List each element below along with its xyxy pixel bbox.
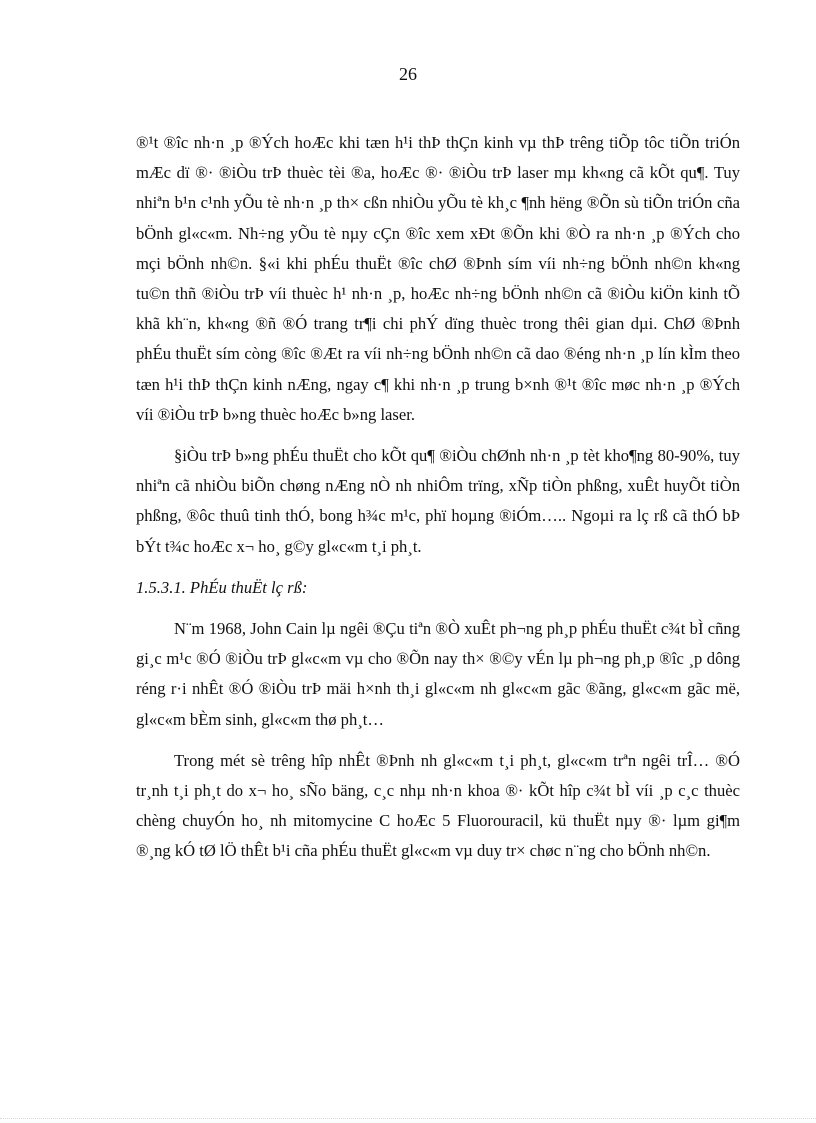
paragraph-surgery-indications: ®¹t ®îc nh·n ¸p ®Ých hoÆc khi tæn h¹i thÞ thÇn kinh vµ thÞ trêng tiÕp tôc tiÕn triÓn mÆc dï ®· ®iÒu trÞ thuèc tèi ®a, hoÆc ®· ®iÒu trÞ laser mµ kh«ng cã kÕt qu¶. Tuy nhiªn b¹n c¹nh yÕu tè nh·n ¸p th× cßn nhiÒu yÕu tè kh¸c ¶nh hëng ®Õn sù tiÕn triÓn cña bÖnh gl«c«m. Nh÷ng yÕu tè nµy cÇn ®îc xem xÐt ®Õn khi ®Ò ra nh·n ¸p ®Ých cho mçi bÖnh nh©n. §«i khi phÉu thuËt ®îc chØ ®Þnh sím víi nh÷ng bÖnh nh©n kh«ng tu©n thñ ®iÒu trÞ víi thuèc h¹ nh·n ¸p, hoÆc nh÷ng bÖnh nh©n cã ®iÒu kiÖn kinh tÕ khã kh¨n, kh«ng ®ñ ®Ó trang tr¶i chi phÝ dïng thuèc trong thêi gian dµi. ChØ ®Þnh phÉu thuËt sím còng ®îc ®Æt ra víi nh÷ng bÖnh nh©n cã dao ®éng nh·n ¸p lín kÌm theo tæn h¹i thÞ thÇn kinh nÆng, ngay c¶ khi nh·n ¸p trung b×nh ®¹t ®îc møc nh·n ¸p ®Ých víi ®iÒu trÞ b»ng thuèc hoÆc b»ng laser. <box>136 133 740 424</box>
page-bottom-border <box>0 1118 816 1119</box>
page-number: 26 <box>399 64 417 84</box>
paragraph-antimetabolites: Trong mét sè trêng hîp nhÊt ®Þnh nh gl«c«m t¸i ph¸t, gl«c«m trªn ngêi trÎ… ®Ó tr¸nh t¸i ph¸t do x¬ ho¸ sÑo bäng, c¸c nhµ nh·n khoa ®· kÕt hîp c¾t bÌ víi ¸p c¸c thuèc chèng chuyÓn ho¸ nh mitomycine C hoÆc 5 Fluorouracil, kü thuËt nµy ®· lµm gi¶m ®¸ng kÓ tØ lÖ thÊt b¹i cña phÉu thuËt gl«c«m vµ duy tr× chøc n¨ng cho bÖnh nh©n. <box>136 750 740 861</box>
paragraph-surgery-results: §iÒu trÞ b»ng phÉu thuËt cho kÕt qu¶ ®iÒu chØnh nh·n ¸p tèt kho¶ng 80-90%, tuy nhiªn cã nhiÒu biÕn chøng nÆng nÒ nh nhiÔm trïng, xÑp tiÒn phßng, xuÊt huyÕt tiÒn phßng, ®ôc thuû tinh thÓ, bong h¾c m¹c, phï hoµng ®iÓm….. Ngoµi ra lç rß cã thÓ bÞ bÝt t¾c hoÆc x¬ ho¸ g©y gl«c«m t¸i ph¸t. <box>136 446 740 556</box>
body-text <box>136 128 740 878</box>
section-heading: 1.5.3.1. PhÉu thuËt lç rß: <box>136 577 308 597</box>
paragraph-history: N¨m 1968, John Cain lµ ngêi ®Çu tiªn ®Ò xuÊt ph¬ng ph¸p phÉu thuËt c¾t bÌ cñng gi¸c m¹c ®Ó ®iÒu trÞ gl«c«m vµ cho ®Õn nay th× ®©y vÉn lµ ph¬ng ph¸p ®îc ¸p dông réng r·i nhÊt ®Ó ®iÒu trÞ mäi h×nh th¸i gl«c«m nh gl«c«m gãc ®ãng, gl«c«m gãc më, gl«c«m bÈm sinh, gl«c«m thø ph¸t… <box>136 619 740 729</box>
